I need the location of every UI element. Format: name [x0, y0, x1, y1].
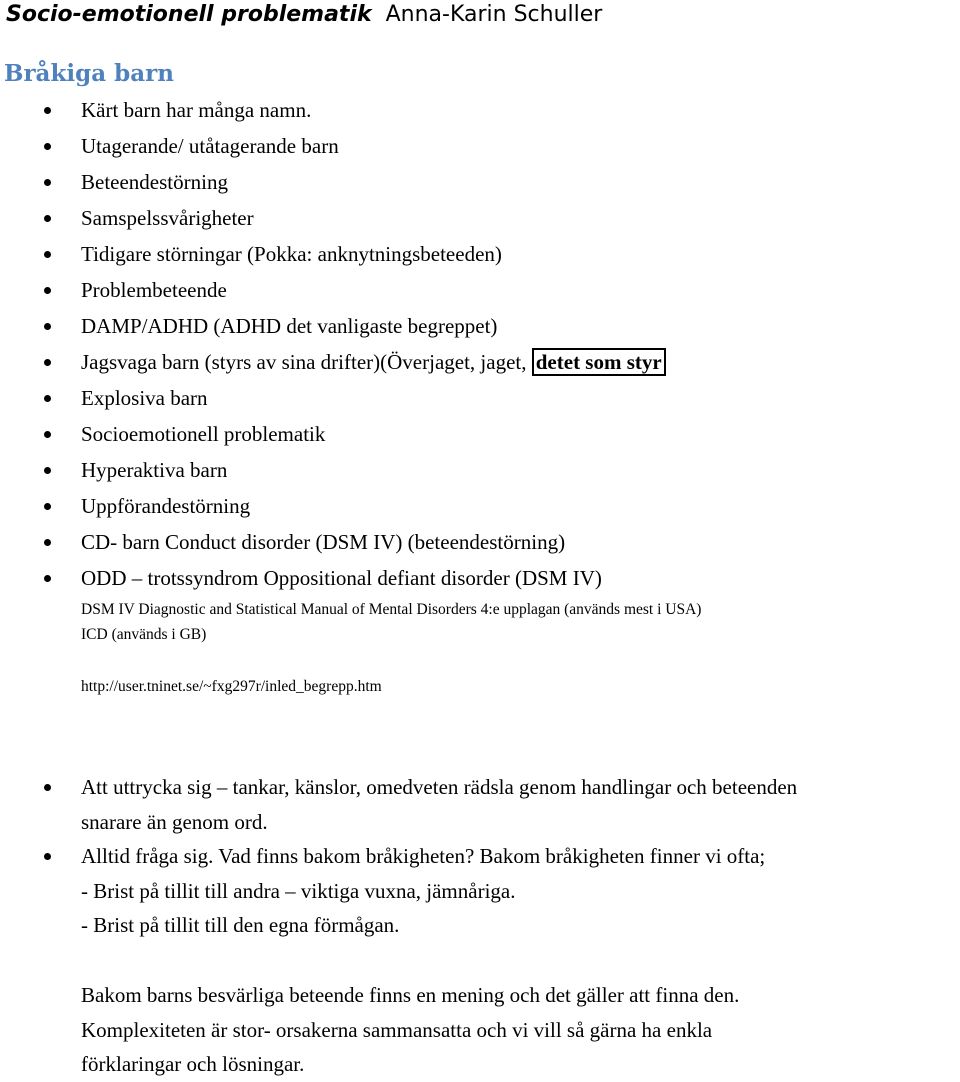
list-item-text: Uppförandestörning [81, 494, 251, 518]
list-item-line: Alltid fråga sig. Vad finns bakom bråkigheten? Bakom bråkigheten finner vi ofta; [81, 844, 766, 868]
list-item [0, 200, 666, 236]
list-item [0, 164, 666, 200]
list-item-text: Hyperaktiva barn [81, 458, 228, 482]
list-item-text: Utagerande/ utåtagerande barn [81, 134, 339, 158]
icd-note: ICD (används i GB) [81, 626, 207, 643]
section-heading: Bråkiga barn [4, 60, 174, 87]
list-item-line: - Brist på tillit till den egna förmågan. [81, 913, 400, 937]
list-item-text: Beteendestörning [81, 170, 228, 194]
bullet-icon [44, 431, 51, 438]
list-item [0, 770, 797, 839]
bullet-icon [44, 323, 51, 330]
list-item-text: ODD – trotssyndrom Oppositional defiant disorder (DSM IV) [81, 566, 602, 590]
list-item [0, 380, 666, 416]
list-item-text: Explosiva barn [81, 386, 208, 410]
list-item-text: Tidigare störningar (Pokka: anknytningsbeteeden) [81, 242, 502, 266]
list-item-text: DAMP/ADHD (ADHD det vanligaste begreppet) [81, 314, 498, 338]
bullet-icon [44, 539, 51, 546]
header-author: Anna-Karin Schuller [385, 2, 603, 27]
list-item [0, 452, 666, 488]
list-item [0, 416, 666, 452]
list-item-line: - Brist på tillit till andra – viktiga vuxna, jämnåriga. [81, 878, 516, 903]
list-item-text: Samspelssvårigheter [81, 206, 254, 230]
bullet-icon [44, 251, 51, 258]
bullet-icon [44, 359, 51, 366]
list-item [0, 128, 666, 164]
list-item-line: Att uttrycka sig – tankar, känslor, omedveten rädsla genom handlingar och beteenden [81, 775, 798, 799]
source-link[interactable]: http://user.tninet.se/~fxg297r/inled_begrepp.htm [81, 678, 382, 695]
bullet-icon [44, 287, 51, 294]
list-item [0, 308, 666, 344]
explanation-list [0, 770, 797, 943]
list-item-text: Problembeteende [81, 278, 227, 302]
list-item-text: Socioemotionell problematik [81, 422, 326, 446]
header-subject: Socio-emotionell problematik [6, 2, 372, 27]
paragraph-line: Bakom barns besvärliga beteende finns en mening och det gäller att finna den. [81, 983, 740, 1007]
list-item [0, 560, 666, 596]
page-header [6, 2, 602, 27]
bullet-icon [44, 467, 51, 474]
bullet-icon [44, 107, 51, 114]
bullet-icon [44, 215, 51, 222]
list-item-line: snarare än genom ord. [81, 809, 268, 834]
list-item [0, 839, 797, 943]
list-item [0, 272, 666, 308]
boxed-phrase: detet som styr [532, 348, 666, 376]
bullet-icon [44, 575, 51, 582]
list-item-text: Jagsvaga barn (styrs av sina drifter)(Överjaget, jaget, [81, 350, 532, 374]
list-item-text: Kärt barn har många namn. [81, 98, 312, 122]
closing-paragraph [81, 978, 739, 1082]
dsm-note: DSM IV Diagnostic and Statistical Manual of Mental Disorders 4:e upplagan (används mest i USA) [81, 601, 702, 618]
paragraph-line: förklaringar och lösningar. [81, 1052, 305, 1076]
list-item [0, 344, 666, 380]
bullet-icon [44, 853, 51, 860]
list-item [0, 488, 666, 524]
bullet-icon [44, 395, 51, 402]
term-list [0, 92, 666, 596]
paragraph-line: Komplexiteten är stor- orsakerna sammansatta och vi vill så gärna ha enkla [81, 1017, 713, 1042]
bullet-icon [44, 784, 51, 791]
bullet-icon [44, 503, 51, 510]
list-item-text: CD- barn Conduct disorder (DSM IV) (beteendestörning) [81, 530, 566, 554]
list-item [0, 524, 666, 560]
list-item [0, 92, 666, 128]
bullet-icon [44, 143, 51, 150]
list-item [0, 236, 666, 272]
bullet-icon [44, 179, 51, 186]
